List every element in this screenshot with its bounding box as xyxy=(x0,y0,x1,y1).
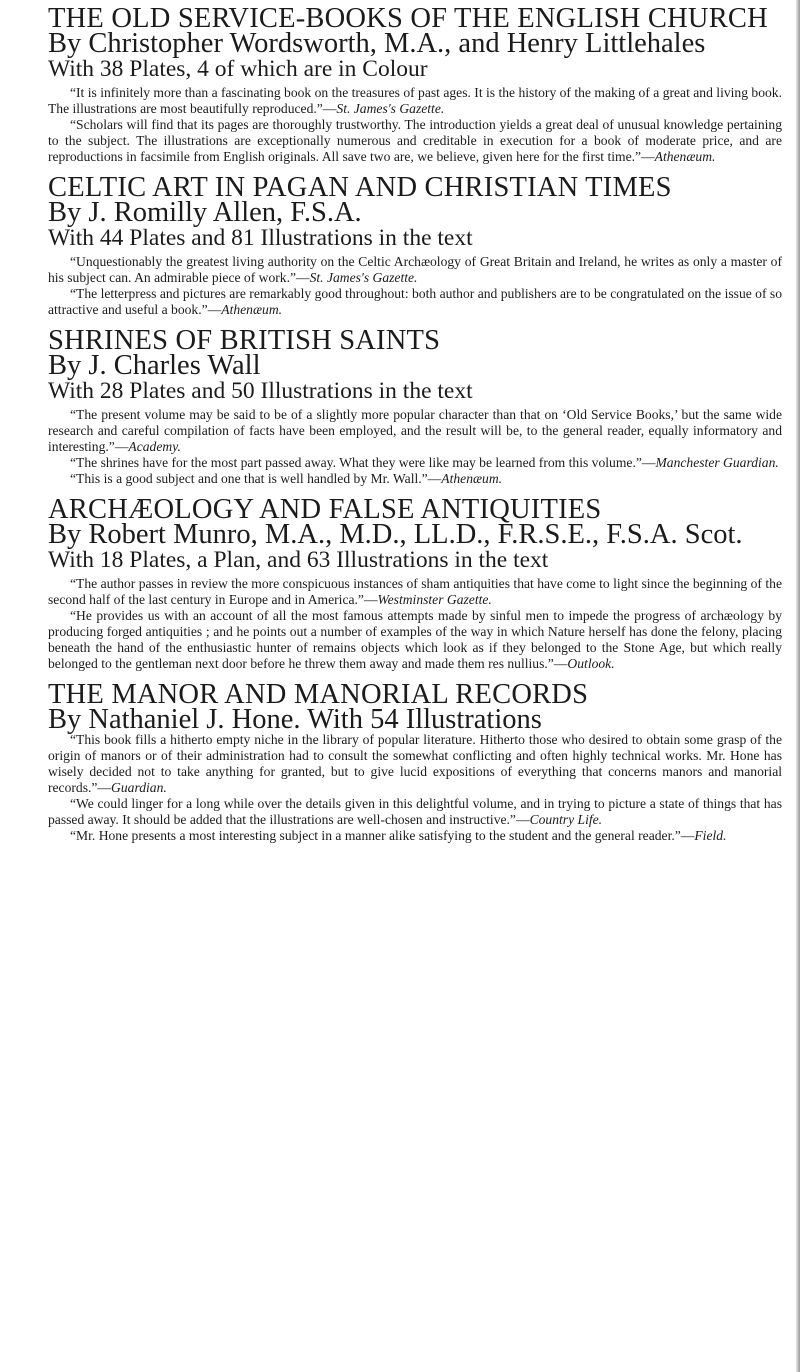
book-byline: By J. Romilly Allen, F.S.A. xyxy=(48,197,362,228)
review-source: Athenæum. xyxy=(441,471,503,486)
review-source: Manchester Guardian. xyxy=(655,455,779,470)
review-source: St. James's Gazette. xyxy=(309,270,418,285)
review-quote xyxy=(48,796,782,828)
book-entry xyxy=(48,325,782,487)
book-plates: With 44 Plates and 81 Illustrations in the text xyxy=(48,225,473,251)
review-quote xyxy=(48,117,782,165)
book-byline: By Christopher Wordsworth, M.A., and Henry Littlehales xyxy=(48,28,706,59)
review-quote xyxy=(48,85,782,117)
review-quote xyxy=(48,254,782,286)
review-text: “This book fills a hitherto empty niche in the library of popular literature. Hitherto those who desired to obtain some grasp of the origin of manors or of their administration had to consult the somewhat conflicting and often highly technical works. Mr. Hone has wisely decided not to take anything for granted, but to give lucid expositions of everything that concerns manors and manorial records.”— xyxy=(48,732,782,795)
book-title: THE OLD SERVICE-BOOKS OF THE ENGLISH CHURCH xyxy=(48,3,768,34)
review-quote xyxy=(48,455,782,471)
review-source: Athenæum. xyxy=(221,302,283,317)
review-source: Outlook. xyxy=(567,656,615,671)
book-entry xyxy=(48,172,782,318)
book-title: CELTIC ART IN PAGAN AND CHRISTIAN TIMES xyxy=(48,172,672,203)
book-title: ARCHÆOLOGY AND FALSE ANTIQUITIES xyxy=(48,494,602,525)
review-text: “Scholars will find that its pages are thoroughly trustworthy. The introduction yields a great deal of unusual knowledge pertaining to the subject. The illustrations are exceptionally numerous and creditable in execution for a book of moderate price, and are reproductions in facsimile from English originals. All save two are, we believe, given here for the first time.”— xyxy=(48,117,782,164)
book-plates: With 28 Plates and 50 Illustrations in the text xyxy=(48,378,473,404)
review-source: Academy. xyxy=(128,439,181,454)
page-edge xyxy=(796,0,800,1372)
review-text: “We could linger for a long while over the details given in this delightful volume, and in trying to picture a state of things that has passed away. It should be added that the illustrations are well-chosen and instructive.”— xyxy=(48,796,782,827)
review-text: “Unquestionably the greatest living authority on the Celtic Archæology of Great Britain and Ireland, he writes as only a master of his subject can. An admirable piece of work.”— xyxy=(48,254,782,285)
review-quote xyxy=(48,407,782,455)
book-plates: With 38 Plates, 4 of which are in Colour xyxy=(48,56,428,82)
review-source: Guardian. xyxy=(111,780,167,795)
review-text: “It is infinitely more than a fascinating book on the treasures of past ages. It is the history of the making of a great and living book. The illustrations are most beautifully reproduced.”— xyxy=(48,85,782,116)
review-text: “The letterpress and pictures are remarkably good throughout: both author and publishers are to be congratulated on the issue of so attractive and useful a book.”— xyxy=(48,286,782,317)
review-source: Westminster Gazette. xyxy=(377,592,492,607)
book-entry xyxy=(48,494,782,672)
book-entry xyxy=(48,679,782,844)
book-byline: By J. Charles Wall xyxy=(48,350,261,381)
book-byline: By Nathaniel J. Hone. With 54 Illustrations xyxy=(48,704,542,735)
review-text: “The shrines have for the most part passed away. What they were like may be learned from this volume.”— xyxy=(70,455,656,470)
review-text: “He provides us with an account of all the most famous attempts made by sinful men to impede the progress of archæology by producing forged antiquities ; and he points out a number of examples of the way in which Nature herself has done the felony, placing beneath the hand of the enthusiastic hunter of remains objects which look as if they belonged to the Stone Age, but which really belonged to the gentleman next door before he threw them away and made them res nullius.”— xyxy=(48,608,782,671)
review-text: “The author passes in review the more conspicuous instances of sham antiquities that have come to light since the beginning of the second half of the last century in Europe and in America.”— xyxy=(48,576,782,607)
review-quote xyxy=(48,286,782,318)
book-plates: With 18 Plates, a Plan, and 63 Illustrations in the text xyxy=(48,547,549,573)
review-source: St. James's Gazette. xyxy=(336,101,445,116)
book-entry xyxy=(48,3,782,165)
review-quote xyxy=(48,471,782,487)
review-quote xyxy=(48,608,782,672)
review-quote xyxy=(48,732,782,796)
review-source: Field. xyxy=(694,828,727,843)
review-text: “The present volume may be said to be of a slightly more popular character than that on ‘Old Service Books,’ but the same wide research and careful compilation of facts have been employed, and the result will be, to the general reader, equally informatory and interesting.”— xyxy=(48,407,782,454)
book-title: SHRINES OF BRITISH SAINTS xyxy=(48,325,441,356)
review-quote xyxy=(48,576,782,608)
review-source: Country Life. xyxy=(529,812,603,827)
book-byline: By Robert Munro, M.A., M.D., LL.D., F.R.S.E., F.S.A. Scot. xyxy=(48,519,743,550)
review-text: “This is a good subject and one that is well handled by Mr. Wall.”— xyxy=(70,471,442,486)
review-quote xyxy=(48,828,782,844)
book-title: THE MANOR AND MANORIAL RECORDS xyxy=(48,679,589,710)
review-source: Athenæum. xyxy=(654,149,716,164)
review-text: “Mr. Hone presents a most interesting subject in a manner alike satisfying to the student and the general reader.”— xyxy=(70,828,695,843)
